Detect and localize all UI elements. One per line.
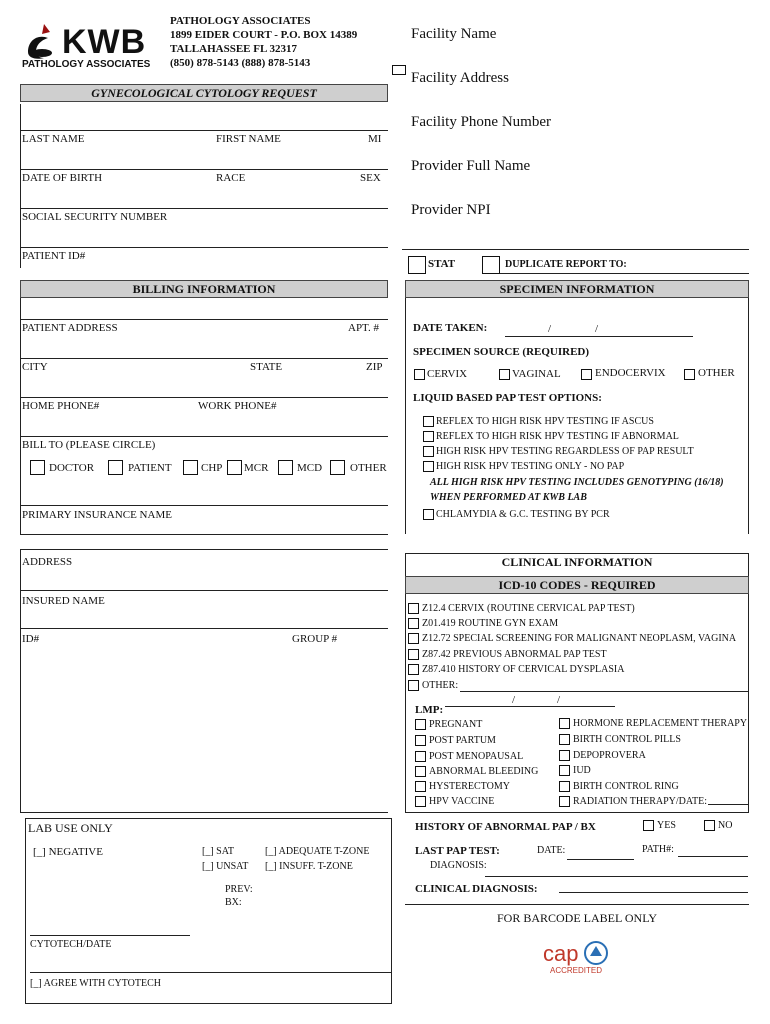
- clinical-checkbox[interactable]: [559, 765, 570, 776]
- clinical-diagnosis-field[interactable]: [559, 892, 748, 893]
- race-label: RACE: [216, 172, 246, 184]
- barcode-label: FOR BARCODE LABEL ONLY: [496, 911, 658, 925]
- date-slash-1: /: [548, 323, 552, 335]
- chlamydia-label: CHLAMYDIA & G.C. TESTING BY PCR: [436, 509, 610, 520]
- clinical-item: HORMONE REPLACEMENT THERAPY: [573, 718, 748, 729]
- history-no-checkbox[interactable]: [704, 820, 715, 831]
- logo-subtitle: PATHOLOGY ASSOCIATES: [22, 59, 151, 70]
- lab-adequate[interactable]: [_] ADEQUATE T-ZONE: [265, 846, 370, 857]
- facility-checkbox[interactable]: [392, 65, 406, 75]
- group-label: GROUP #: [292, 633, 338, 645]
- clinical-item: DEPOPROVERA: [573, 750, 646, 761]
- history-label: HISTORY OF ABNORMAL PAP / BX: [415, 821, 596, 833]
- last-name-label: LAST NAME: [22, 133, 85, 145]
- liquid-opt4-checkbox[interactable]: [423, 461, 434, 472]
- date-label: DATE:: [537, 845, 566, 856]
- diagnosis-field[interactable]: [485, 876, 748, 877]
- facility-phone: Facility Phone Number: [411, 114, 551, 130]
- cap-accredited-text: ACCREDITED: [550, 966, 603, 975]
- clinical-checkbox[interactable]: [559, 796, 570, 807]
- src-endocervix-checkbox[interactable]: [581, 369, 592, 380]
- provider-full-name: Provider Full Name: [411, 158, 531, 174]
- mi-label: MI: [368, 133, 382, 145]
- diagnosis-label: DIAGNOSIS:: [430, 860, 487, 871]
- hpv-note-2: WHEN PERFORMED AT KWB LAB: [430, 492, 587, 503]
- lmp-field[interactable]: [445, 706, 615, 707]
- clinical-checkbox[interactable]: [415, 766, 426, 777]
- radiation-date-field[interactable]: [708, 804, 748, 805]
- form-title: GYNECOLOGICAL CYTOLOGY REQUEST: [20, 84, 388, 102]
- primary-insurance-field[interactable]: [20, 534, 388, 535]
- lab-prev: PREV:: [225, 884, 253, 895]
- clinical-item: IUD: [573, 765, 591, 776]
- clinical-item: ABNORMAL BLEEDING: [429, 766, 539, 777]
- src-endocervix-label: ENDOCERVIX: [595, 367, 666, 379]
- ins-address-field[interactable]: [20, 590, 388, 591]
- liquid-opt3-label: HIGH RISK HPV TESTING REGARDLESS OF PAP RESULT: [436, 446, 694, 457]
- last-name-field[interactable]: [20, 169, 388, 170]
- icd-code-label: Z01.419 ROUTINE GYN EXAM: [422, 618, 559, 629]
- icd-code-checkbox[interactable]: [408, 680, 419, 691]
- history-no-label: NO: [718, 820, 733, 831]
- liquid-options-label: LIQUID BASED PAP TEST OPTIONS:: [413, 392, 602, 404]
- cytotech-label: CYTOTECH/DATE: [30, 939, 112, 950]
- ins-address-label: ADDRESS: [22, 556, 73, 568]
- lab-negative[interactable]: [_] NEGATIVE: [33, 846, 103, 858]
- icd-code-label: Z12.72 SPECIAL SCREENING FOR MALIGNANT NEOPLASM, VAGINA: [422, 633, 737, 644]
- logo-brand: KWB: [62, 23, 147, 61]
- clinical-item: PREGNANT: [429, 719, 483, 730]
- clinical-checkbox[interactable]: [415, 735, 426, 746]
- clinical-checkbox[interactable]: [559, 750, 570, 761]
- patient-address-field[interactable]: [20, 358, 388, 359]
- icd-code-label: OTHER:: [422, 680, 459, 691]
- insured-name-field[interactable]: [20, 628, 388, 629]
- history-yes-checkbox[interactable]: [643, 820, 654, 831]
- ssn-label: SOCIAL SECURITY NUMBER: [22, 211, 168, 223]
- icd-code-label: Z87.42 PREVIOUS ABNORMAL PAP TEST: [422, 649, 607, 660]
- lab-insuff[interactable]: [_] INSUFF. T-ZONE: [265, 861, 353, 872]
- insured-name-label: INSURED NAME: [22, 595, 105, 607]
- city-field[interactable]: [20, 397, 388, 398]
- cap-accredited-logo: [540, 940, 620, 980]
- clinical-header: CLINICAL INFORMATION: [501, 555, 653, 569]
- bill-to-label: BILL TO (PLEASE CIRCLE): [22, 439, 156, 451]
- org-address2: TALLAHASSEE FL 32317: [170, 43, 297, 55]
- bill-mcr-checkbox[interactable]: [227, 460, 242, 475]
- icd-code-checkbox[interactable]: [408, 633, 419, 644]
- icd-code-checkbox[interactable]: [408, 603, 419, 614]
- sex-label: SEX: [360, 172, 381, 184]
- chlamydia-checkbox[interactable]: [423, 509, 434, 520]
- ssn-field[interactable]: [20, 247, 388, 248]
- liquid-opt4-label: HIGH RISK HPV TESTING ONLY - NO PAP: [436, 461, 625, 472]
- history-yes-label: YES: [657, 820, 676, 831]
- lab-use-title: LAB USE ONLY: [28, 821, 113, 835]
- clinical-checkbox[interactable]: [415, 751, 426, 762]
- icd-code-label: Z87.410 HISTORY OF CERVICAL DYSPLASIA: [422, 664, 625, 675]
- facility-name: Facility Name: [411, 26, 497, 42]
- flask-logo-icon: [22, 22, 66, 62]
- lab-unsat[interactable]: [_] UNSAT: [202, 861, 249, 872]
- clinical-item: BIRTH CONTROL PILLS: [573, 734, 681, 745]
- last-pap-label: LAST PAP TEST:: [415, 845, 500, 857]
- org-phone: (850) 878-5143 (888) 878-5143: [170, 57, 311, 69]
- clinical-item: POST PARTUM: [429, 735, 496, 746]
- cap-emblem-icon: [580, 940, 612, 966]
- home-phone-label: HOME PHONE#: [22, 400, 100, 412]
- lab-bx: BX:: [225, 897, 242, 908]
- provider-npi: Provider NPI: [411, 202, 491, 218]
- src-other-label: OTHER: [698, 367, 735, 379]
- bill-chp-label: CHP: [201, 462, 223, 474]
- duplicate-checkbox[interactable]: [482, 256, 500, 274]
- icd-code-checkbox[interactable]: [408, 618, 419, 629]
- icd-code-checkbox[interactable]: [408, 649, 419, 660]
- zip-label: ZIP: [366, 361, 383, 373]
- liquid-opt1-label: REFLEX TO HIGH RISK HPV TESTING IF ASCUS: [436, 416, 654, 427]
- hpv-note-1: ALL HIGH RISK HPV TESTING INCLUDES GENOTYPING (16/18): [430, 477, 724, 488]
- path-label: PATH#:: [642, 844, 674, 855]
- apt-label: APT. #: [348, 322, 379, 334]
- clinical-item: HYSTERECTOMY: [429, 781, 510, 792]
- icd-header: ICD-10 CODES - REQUIRED: [405, 576, 749, 594]
- stat-label: STAT: [428, 258, 456, 270]
- clinical-item: HPV VACCINE: [429, 796, 495, 807]
- dob-field[interactable]: [20, 208, 388, 209]
- org-name: PATHOLOGY ASSOCIATES: [170, 15, 311, 27]
- billing-header: BILLING INFORMATION: [20, 280, 388, 298]
- src-vaginal-checkbox[interactable]: [499, 369, 510, 380]
- src-vaginal-label: VAGINAL: [512, 368, 561, 380]
- clinical-item: RADIATION THERAPY/DATE:: [573, 796, 707, 807]
- liquid-opt3-checkbox[interactable]: [423, 446, 434, 457]
- date-slash-2: /: [595, 323, 599, 335]
- specimen-source-label: SPECIMEN SOURCE (REQUIRED): [413, 346, 590, 358]
- src-other-checkbox[interactable]: [684, 369, 695, 380]
- src-cervix-checkbox[interactable]: [414, 369, 425, 380]
- bill-mcd-label: MCD: [297, 462, 323, 474]
- clinical-item: BIRTH CONTROL RING: [573, 781, 679, 792]
- liquid-opt2-checkbox[interactable]: [423, 431, 434, 442]
- facility-address: Facility Address: [411, 70, 509, 86]
- lmp-label: LMP:: [415, 704, 444, 716]
- duplicate-label: DUPLICATE REPORT TO:: [505, 259, 627, 270]
- date-taken-field[interactable]: [505, 336, 693, 337]
- clinical-item: POST MENOPAUSAL: [429, 751, 524, 762]
- cap-logo-text: cap: [543, 941, 579, 966]
- bill-chp-checkbox[interactable]: [183, 460, 198, 475]
- kwb-logo: [22, 22, 162, 72]
- bill-patient-checkbox[interactable]: [108, 460, 123, 475]
- dob-label: DATE OF BIRTH: [22, 172, 103, 184]
- bill-mcr-label: MCR: [244, 462, 269, 474]
- city-label: CITY: [22, 361, 48, 373]
- cytotech-field[interactable]: [30, 935, 190, 936]
- id-label: ID#: [22, 633, 40, 645]
- clinical-checkbox[interactable]: [559, 781, 570, 792]
- liquid-opt2-label: REFLEX TO HIGH RISK HPV TESTING IF ABNORMAL: [436, 431, 679, 442]
- icd-code-checkbox[interactable]: [408, 664, 419, 675]
- phone-field[interactable]: [20, 436, 388, 437]
- lmp-slash-1: /: [512, 694, 516, 706]
- bill-mcd-checkbox[interactable]: [278, 460, 293, 475]
- liquid-opt1-checkbox[interactable]: [423, 416, 434, 427]
- last-pap-date-field[interactable]: [567, 859, 634, 860]
- bill-patient-label: PATIENT: [128, 462, 172, 474]
- org-address1: 1899 EIDER COURT - P.O. BOX 14389: [170, 29, 358, 41]
- bill-other-checkbox[interactable]: [330, 460, 345, 475]
- state-label: STATE: [250, 361, 283, 373]
- stat-checkbox[interactable]: [408, 256, 426, 274]
- src-cervix-label: CERVIX: [427, 368, 468, 380]
- clinical-checkbox[interactable]: [559, 718, 570, 729]
- specimen-header: SPECIMEN INFORMATION: [405, 280, 749, 298]
- bill-doctor-label: DOCTOR: [49, 462, 95, 474]
- clinical-checkbox[interactable]: [415, 781, 426, 792]
- clinical-diagnosis-label: CLINICAL DIAGNOSIS:: [415, 883, 538, 895]
- work-phone-label: WORK PHONE#: [198, 400, 277, 412]
- icd-code-label: Z12.4 CERVIX (ROUTINE CERVICAL PAP TEST): [422, 603, 635, 614]
- bill-other-label: OTHER: [350, 462, 387, 474]
- icd-other-field[interactable]: [460, 691, 748, 692]
- lmp-slash-2: /: [557, 694, 561, 706]
- agree-cytotech[interactable]: [_] AGREE WITH CYTOTECH: [30, 978, 162, 989]
- clinical-checkbox[interactable]: [559, 734, 570, 745]
- primary-insurance-label: PRIMARY INSURANCE NAME: [22, 509, 172, 521]
- first-name-label: FIRST NAME: [216, 133, 281, 145]
- bill-doctor-checkbox[interactable]: [30, 460, 45, 475]
- path-field[interactable]: [678, 856, 748, 857]
- clinical-checkbox[interactable]: [415, 719, 426, 730]
- date-taken-label: DATE TAKEN:: [413, 322, 488, 334]
- patient-id-label: PATIENT ID#: [22, 250, 86, 262]
- lab-sat[interactable]: [_] SAT: [202, 846, 234, 857]
- patient-address-label: PATIENT ADDRESS: [22, 322, 118, 334]
- clinical-checkbox[interactable]: [415, 796, 426, 807]
